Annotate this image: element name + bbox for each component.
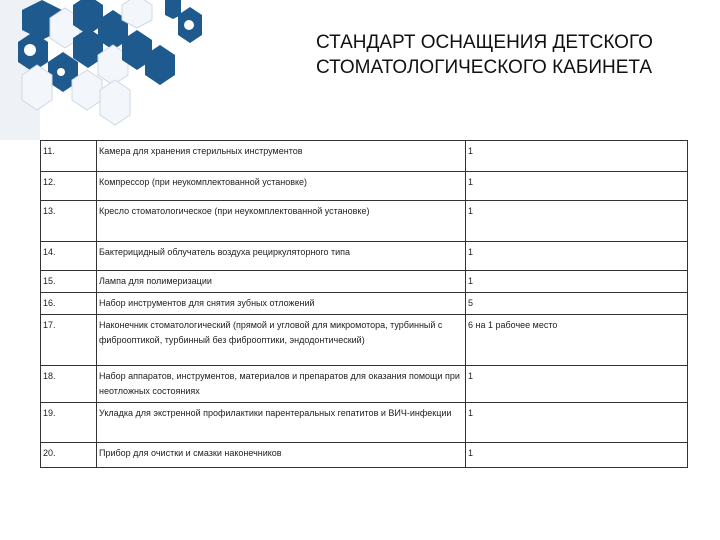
equipment-name: Наконечник стоматологический (прямой и угловой для микромотора, турбинный с фиброоптикой, турбинный без фиброоптики, эндодонтический) (97, 315, 466, 366)
medical-hexagon-decoration (0, 0, 260, 140)
table-row (41, 315, 688, 366)
row-number: 13. (41, 201, 97, 242)
equipment-name: Бактерицидный облучатель воздуха рециркуляторного типа (97, 242, 466, 271)
row-number: 18. (41, 366, 97, 403)
quantity: 1 (466, 403, 688, 443)
table-row (41, 172, 688, 201)
table-row (41, 242, 688, 271)
equipment-name: Набор аппаратов, инструментов, материалов и препаратов для оказания помощи при неотложных состояниях (97, 366, 466, 403)
title-line-1: СТАНДАРТ ОСНАЩЕНИЯ ДЕТСКОГО (316, 32, 653, 53)
quantity: 6 на 1 рабочее место (466, 315, 688, 366)
row-number: 20. (41, 443, 97, 468)
equipment-name: Компрессор (при неукомплектованной установке) (97, 172, 466, 201)
quantity: 1 (466, 141, 688, 172)
row-number: 19. (41, 403, 97, 443)
equipment-table (40, 140, 688, 468)
quantity: 1 (466, 271, 688, 293)
slide-title (316, 30, 653, 80)
equipment-name: Прибор для очистки и смазки наконечников (97, 443, 466, 468)
equipment-name: Камера для хранения стерильных инструментов (97, 141, 466, 172)
equipment-name: Укладка для экстренной профилактики парентеральных гепатитов и ВИЧ-инфекции (97, 403, 466, 443)
row-number: 15. (41, 271, 97, 293)
quantity: 1 (466, 172, 688, 201)
table-row (41, 293, 688, 315)
quantity: 1 (466, 366, 688, 403)
row-number: 12. (41, 172, 97, 201)
equipment-name: Кресло стоматологическое (при неукомплектованной установке) (97, 201, 466, 242)
table-row (41, 141, 688, 172)
row-number: 11. (41, 141, 97, 172)
row-number: 16. (41, 293, 97, 315)
quantity: 5 (466, 293, 688, 315)
table-row (41, 443, 688, 468)
equipment-name: Лампа для полимеризации (97, 271, 466, 293)
quantity: 1 (466, 242, 688, 271)
quantity: 1 (466, 443, 688, 468)
row-number: 17. (41, 315, 97, 366)
table-row (41, 271, 688, 293)
table-row (41, 403, 688, 443)
row-number: 14. (41, 242, 97, 271)
quantity: 1 (466, 201, 688, 242)
table-row (41, 201, 688, 242)
equipment-name: Набор инструментов для снятия зубных отложений (97, 293, 466, 315)
table-row (41, 366, 688, 403)
title-line-2: СТОМАТОЛОГИЧЕСКОГО КАБИНЕТА (316, 57, 653, 78)
